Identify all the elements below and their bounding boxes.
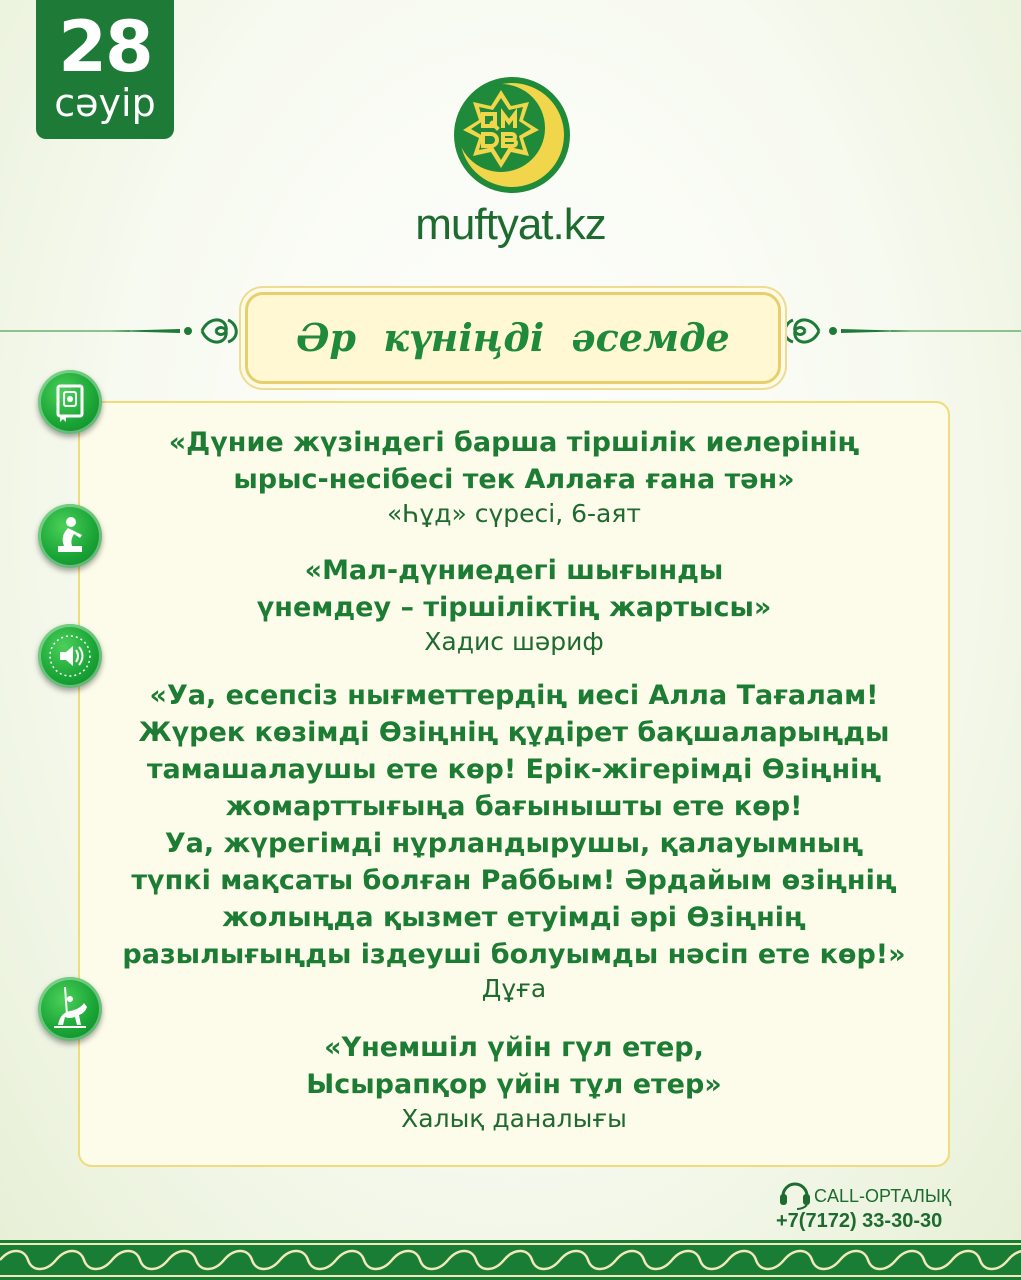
call-center [776,1178,966,1238]
quote-3-line: жолыңда қызмет етуімді әрі Өзіңнің [222,902,806,933]
quote-3-line: Жүрек көзімді Өзіңнің құдірет бақшаларыңды [138,717,890,748]
quote-1 [80,424,948,530]
quote-3-line: разылығыңды іздеуші болуымды нәсіп ете көр!» [122,939,906,970]
right-ornament-icon [776,308,911,354]
quote-4 [80,1029,948,1135]
call-center-phone[interactable]: +7(7172) 33-30-30 [776,1210,943,1232]
quote-4-line: «Үнемшіл үйін гүл етер, [324,1032,704,1063]
quote-3-line: «Уа, есепсіз нығметтердің иесі Алла Тағалам! [149,680,879,711]
quote-3-source: Дұға [481,974,547,1003]
quote-2-line: үнемдеу – тіршіліктің жартысы» [256,592,772,623]
date-badge [36,0,174,139]
site-name: muftyat.kz [415,200,606,249]
quote-1-source: «Һұд» сүресі, 6-аят [387,499,641,528]
quote-4-line: Ысырапқор үйін тұл етер» [306,1069,722,1100]
quote-1-line: «Дүние жүзіндегі барша тіршілік иелерінің [168,427,860,458]
call-center-label: CALL-ОРТАЛЫҚ [814,1186,952,1206]
banner-title: Әр күніңді әсемде [296,315,730,360]
title-banner [245,292,781,384]
quote-3 [80,677,948,1005]
quote-3-line: Уа, жүрегімді нұрландырушы, қалауымның [164,828,864,859]
quote-3-line: түпкі мақсаты болған Раббым! Әрдайым өзіңнің [131,865,897,896]
quote-3-line: тамашалаушы ете көр! Ерік-жігерімді Өзіңнің [146,754,882,785]
quote-2 [80,552,948,658]
quote-3-line: жомарттығыңа бағынышты ете көр! [225,791,803,822]
headset-icon [778,1178,812,1210]
quote-4-source: Халық даналығы [401,1104,627,1133]
quote-2-line: «Мал-дүниедегі шығынды [304,555,724,586]
qmdb-logo [453,76,571,194]
date-day: 28 [58,6,152,88]
date-month: сәуір [54,81,156,125]
quote-1-line: ырыс-несібесі тек Аллаға ғана тән» [233,464,795,495]
bottom-ornament-border [0,1240,1021,1280]
quote-2-source: Хадис шәриф [424,627,604,656]
left-ornament-icon [110,308,245,354]
